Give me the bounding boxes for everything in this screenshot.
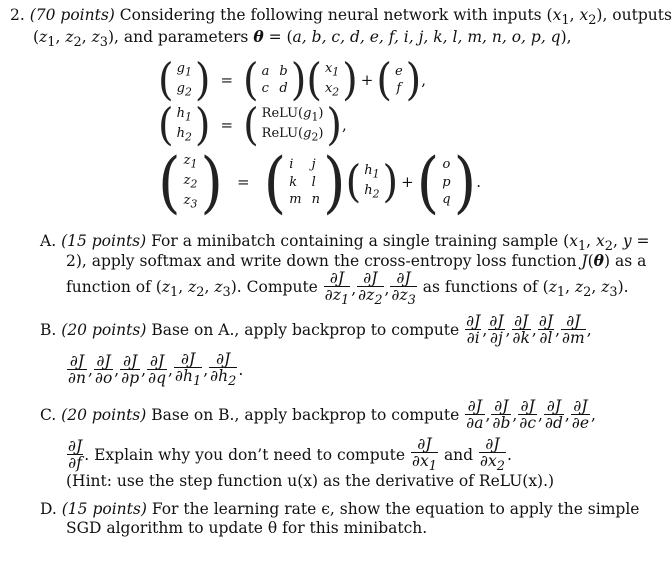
- partC-hint: (Hint: use the step function u(x) as the derivative of ReLU(x).): [66, 472, 555, 490]
- partA-line3: function of ($z_1$, $z_2$, $z_3$). Compute $\frac{\partial J}{\partial z_1}$ , $\frac{\partial J}{\partial z_2}$ , $\frac{\partial J}{\partial z_3}$ as functions of ($z_1$, $z_2$, $z_3$).: [66, 269, 629, 309]
- partB-line1: B. (20 points) Base on A., apply backprop to compute $\frac{\partial J}{\partial i}$ , $\frac{\partial J}{\partial j}$ , $\frac{\partial J}{\partial k}$ , $\frac{\partial J}{\partial l}$ , $\frac{\partial J}{\partial m}$ ,: [40, 312, 592, 348]
- partD-line2: SGD algorithm to update θ for this minibatch.: [66, 519, 428, 537]
- problem-points: (70 points): [29, 6, 115, 24]
- problem-number: 2.: [10, 6, 25, 24]
- equation-layer2: ( $z_1$ $z_2$ $z_3$ ) = ( i j k l m n ) ( $h_1$ $h_2$ ) + ( o p q ) .: [158, 143, 482, 222]
- equation-relu: ( $h_1$ $h_2$ ) = ( $ReLU(g_1)$ $ReLU(g_2)$ ) ,: [158, 99, 347, 151]
- partA-line2: 2), apply softmax and write down the cross-entropy loss function J(θ) as a: [66, 251, 647, 270]
- partB-line2: $\frac{\partial J}{\partial n}$ , $\frac{\partial J}{\partial o}$ , $\frac{\partial J}{\partial p}$ , $\frac{\partial J}{\partial q}$ , $\frac{\partial J}{\partial h_1}$ , $\frac{\partial J}{\partial h_2}$ .: [68, 350, 244, 390]
- problem-header: [10, 6, 672, 28]
- intro-text: Considering the following neural network with inputs ($x_1$, $x_2$), outputs: [119, 6, 672, 29]
- partA-line1: A. (15 points) For a minibatch containing a single training sample ($x_1$, $x_2$, y =: [40, 232, 650, 255]
- equation-layer1: ( $g_1$ $g_2$ ) = ( a b c d ) ( $x_1$ $x_2$ ) + ( e f ) ,: [158, 54, 427, 106]
- partC-line2: $\frac{\partial J}{\partial f}$ . Explain why you don’t need to compute $\frac{\partial J}{\partial x_1}$ and $\frac{\partial J}{\partial x_2}$ .: [68, 435, 512, 475]
- partD-line1: D. (15 points) For the learning rate ϵ, show the equation to apply the simple: [40, 500, 640, 518]
- partC-line1: C. (20 points) Base on B., apply backprop to compute $\frac{\partial J}{\partial a}$ , $\frac{\partial J}{\partial b}$ , $\frac{\partial J}{\partial c}$ , $\frac{\partial J}{\partial d}$ , $\frac{\partial J}{\partial e}$ ,: [40, 397, 596, 433]
- params-line: ($z_1$, $z_2$, $z_3$), and parameters θ = (a, b, c, d, e, f, i, j, k, l, m, n, o, p, q),: [33, 27, 572, 51]
